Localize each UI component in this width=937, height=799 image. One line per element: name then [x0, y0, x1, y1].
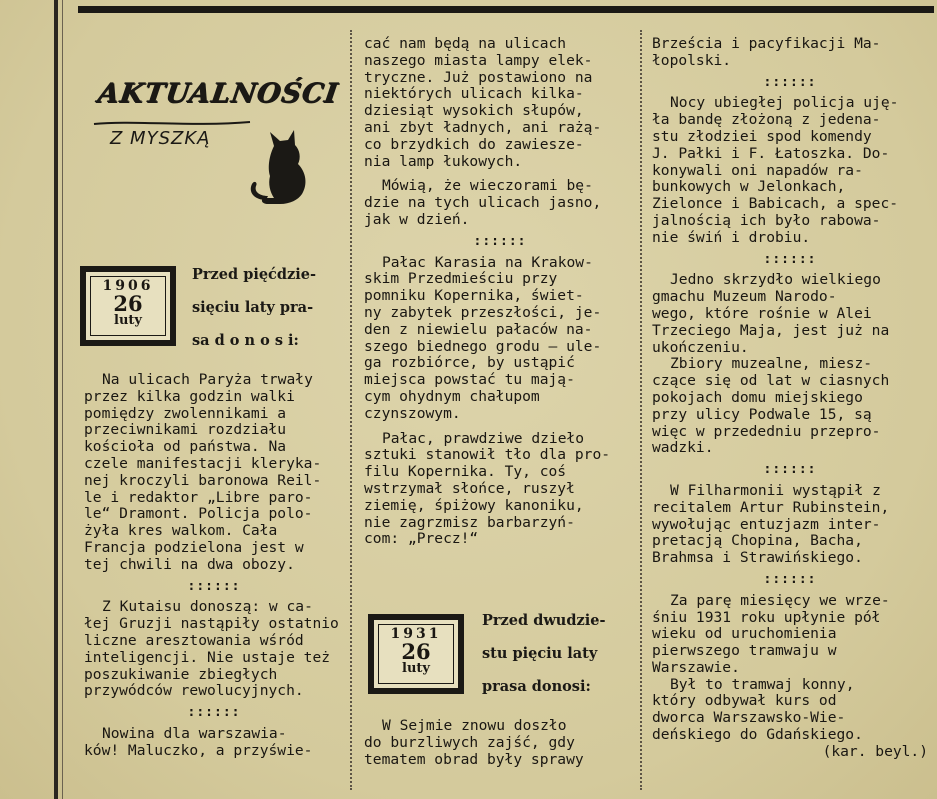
column-subtitle: Z MYSZKĄ	[110, 128, 211, 149]
column-2-bottom	[364, 718, 636, 768]
column-divider-2	[640, 30, 643, 790]
column-3	[652, 36, 928, 761]
date-month: luty	[402, 661, 430, 676]
article-paragraph: cać nam będą na ulicach naszego miasta lampy elek- tryczne. Już postawiono na niektórych ulicach kilka- dziesiąt wysokich słupów, ani zbyt ładnych, ani rażą- co brzydkich do zawiesze- nia lamp łukowych.	[364, 35, 602, 170]
page-left-edge	[54, 0, 58, 799]
article-paragraph: Pałac, prawdziwe dzieło sztuki stanowił tło dla pro- filu Kopernika. Ty, coś wstrzymał słońce, ruszył ziemię, śpiżowy kanoniku, nie zagrzmisz barbarzyń- com: „Precz!“	[364, 429, 611, 548]
separator: ::::::	[763, 462, 817, 478]
article-paragraph: Z Kutaisu donoszą: w ca- łej Gruzji nastąpiły ostatnio liczne aresztowania wśród inteligencji. Nie ustaje też poszukiwanie zbiegłych przywódców rewolucyjnych.	[84, 598, 339, 700]
article-paragraph: Mówią, że wieczorami bę- dzie na tych ulicach jasno, jak w dzień.	[364, 177, 602, 228]
top-rule	[78, 6, 934, 13]
separator: ::::::	[763, 251, 817, 267]
page-left-edge-line	[62, 0, 63, 799]
column-1	[84, 372, 344, 760]
separator: ::::::	[763, 571, 817, 587]
date-box-1906	[80, 266, 176, 346]
separator: ::::::	[187, 578, 241, 594]
cat-silhouette-icon	[244, 128, 316, 208]
date-year: 1931	[390, 626, 442, 642]
separator: ::::::	[187, 705, 241, 721]
section-heading-1931: Przed dwudzie- stu pięciu laty prasa donosi:	[482, 612, 606, 695]
logo-underline	[92, 118, 252, 128]
date-day: 26	[113, 291, 143, 316]
article-paragraph: Nowina dla warszawia- ków! Maluczko, a przyświe-	[84, 724, 313, 759]
article-paragraph: W Sejmie znowu doszło do burzliwych zajść, gdy tematem obrad były sprawy	[364, 717, 584, 768]
article-paragraph: Na ulicach Paryża trwały przez kilka godzin walki pomiędzy zwolennikami a przeciwnikami rozdziału kościoła od państwa. Na czele manifestacji kleryka- nej kroczyli baronowa Reil- le i redaktor „Libre paro- le“ Dramont. Policja polo- żyła kres walkom. Cała Francja podzielona jest w tej chwili na dwa obozy.	[84, 371, 322, 573]
column-title: AKTUALNOŚCI	[95, 78, 341, 109]
article-paragraph: Nocy ubiegłej policja uję- ła bandę złożoną z jedena- stu złodziei spod komendy J. Pałki i F. Łatoszka. Do- konywali oni napadów ra- bunkowych w Jelonkach, Zielonce i Babicach, a spec- jalnością ich było rabowa- nie świń i drobiu.	[652, 94, 899, 246]
article-paragraph: Za parę miesięcy we wrze- śniu 1931 roku upłynie pół wieku od uruchomienia pierwszego tramwaju w Warszawie.	[652, 591, 890, 676]
date-month: luty	[114, 313, 142, 328]
article-paragraph: Zbiory muzealne, miesz- czące się od lat w ciasnych pokojach domu miejskiego przy ulicy Podwale 15, są więc w przededniu przepro- wadzki.	[652, 355, 890, 457]
article-paragraph: Był to tramwaj konny, który odbywał kurs od dworca Warszawsko-Wie- deńskiego do Gdańskiego.	[652, 675, 863, 744]
article-paragraph: Brześcia i pacyfikacji Ma- łopolski.	[652, 35, 881, 69]
date-year: 1906	[102, 278, 154, 294]
column-divider-1	[350, 30, 353, 790]
date-box-1931	[368, 614, 464, 694]
article-paragraph: Pałac Karasia na Krakow- skim Przedmieściu przy pomniku Kopernika, świet- ny zabytek przeszłości, je- den z niewielu pałaców na- szego biednego grodu — ule- ga rozbiórce, by ustąpić miejsca powstać tu mają- cym ohydnym chałupom czynszowym.	[364, 253, 602, 422]
separator: ::::::	[473, 233, 527, 249]
article-paragraph: W Filharmonii wystąpił z recitalem Artur Rubinstein, wywołując entuzjazm inter- pretacją Chopina, Bacha, Brahmsa i Strawińskiego.	[652, 481, 890, 567]
column-logo	[92, 66, 341, 206]
section-heading-1906: Przed pięćdzie- sięciu laty pra- sa d o n o s i:	[192, 266, 317, 349]
author-signature: (kar. beyl.)	[822, 742, 928, 760]
column-2	[364, 36, 636, 548]
separator: ::::::	[763, 74, 817, 90]
article-paragraph: Jedno skrzydło wielkiego gmachu Muzeum Narodo- wego, które rośnie w Alei Trzeciego Maja, jest już na ukończeniu.	[652, 271, 890, 356]
date-day: 26	[401, 639, 431, 664]
